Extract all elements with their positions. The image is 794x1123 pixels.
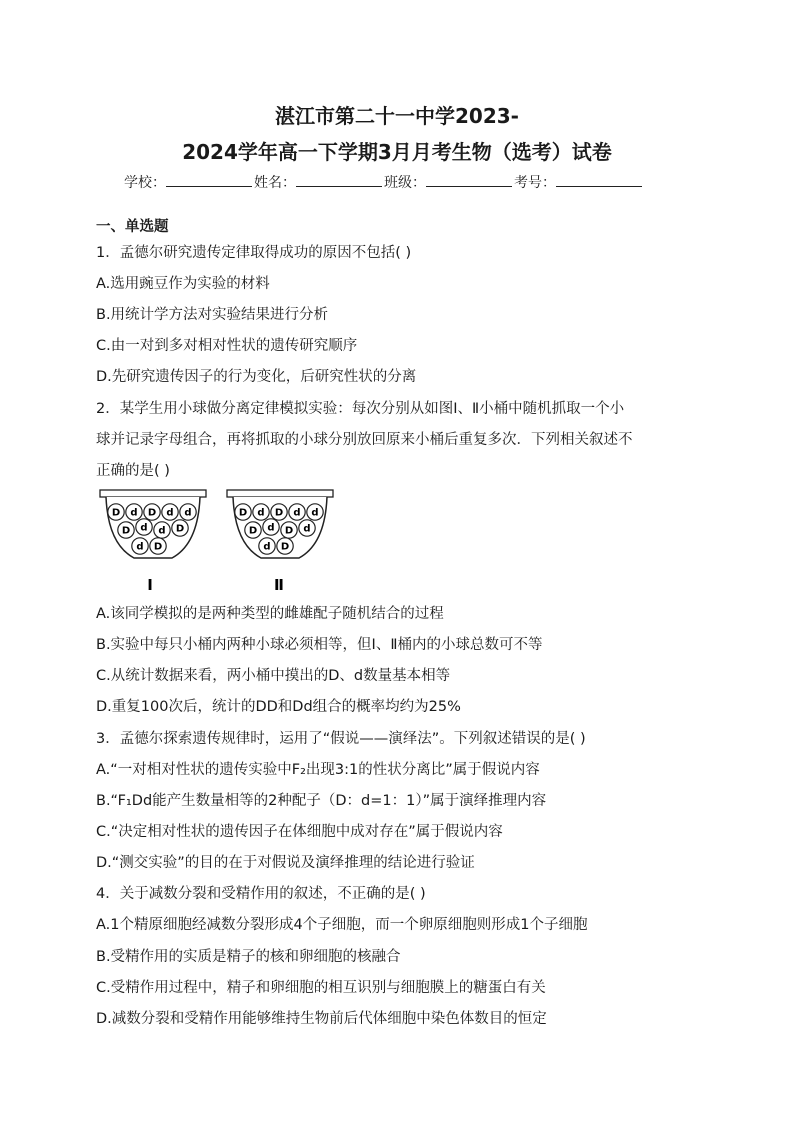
q3-stem: 3．孟德尔探索遗传规律时，运用了“假说——演绎法”。下列叙述错误的是( ) <box>96 731 586 747</box>
bucket-2 <box>227 490 333 558</box>
q4-stem: 4．关于减数分裂和受精作用的叙述，不正确的是( ) <box>96 886 426 902</box>
q2-stem-line-3: 正确的是( ) <box>96 463 170 479</box>
ball-bucket1-6 <box>118 522 134 538</box>
ball-letter: d <box>158 525 166 537</box>
q3-option-a: A.“一对相对性状的遗传实验中F₂出现3:1的性状分离比”属于假说内容 <box>96 762 540 778</box>
q3-option-c: C.“决定相对性状的遗传因子在体细胞中成对存在”属于假说内容 <box>96 824 503 840</box>
q3-option-b: B.“F₁Dd能产生数量相等的2种配子（D：d=1：1）”属于演绎推理内容 <box>96 793 547 809</box>
ball-letter: D <box>274 507 284 519</box>
q2-option-b: B.实验中每只小桶内两种小球必须相等，但Ⅰ、Ⅱ桶内的小球总数可不等 <box>96 637 543 653</box>
ball-bucket2-10 <box>259 538 275 554</box>
school-blank[interactable] <box>166 172 252 187</box>
ball-bucket2-3 <box>271 504 287 520</box>
q1-option-c: C.由一对到多对相对性状的遗传研究顺序 <box>96 338 358 354</box>
ball-bucket2-5 <box>307 504 323 520</box>
q2-option-d: D.重复100次后，统计的DD和Dd组合的概率均约为25% <box>96 699 461 715</box>
ball-letter: D <box>111 507 121 519</box>
ball-letter: d <box>166 507 174 519</box>
ball-letter: d <box>263 541 271 553</box>
student-info-row <box>124 172 644 192</box>
ball-letter: D <box>175 523 185 535</box>
q1-option-b: B.用统计学方法对实验结果进行分析 <box>96 307 329 323</box>
ball-bucket1-2 <box>126 504 142 520</box>
ball-letter: d <box>303 523 311 535</box>
class-label: 班级： <box>384 175 426 191</box>
ball-letter: d <box>136 541 144 553</box>
ball-bucket2-8 <box>281 522 297 538</box>
ball-bucket2-11 <box>277 538 293 554</box>
ball-bucket1-1 <box>108 504 124 520</box>
ball-bucket2-9 <box>299 520 315 536</box>
ball-letter: D <box>280 541 290 553</box>
bucket-2-label: Ⅱ <box>274 576 284 594</box>
section-heading: 一、单选题 <box>96 219 169 235</box>
school-label: 学校： <box>124 175 166 191</box>
ball-letter: D <box>248 525 258 537</box>
exam-title-line-1: 湛江市第二十一中学2023- <box>275 104 519 128</box>
exam-number-blank[interactable] <box>556 172 642 187</box>
ball-bucket2-1 <box>235 504 251 520</box>
q1-stem: 1．孟德尔研究遗传定律取得成功的原因不包括( ) <box>96 245 412 261</box>
exam-title-line-2: 2024学年高一下学期3月月考生物（选考）试卷 <box>182 140 612 164</box>
ball-bucket1-10 <box>132 538 148 554</box>
bucket-1-label: Ⅰ <box>147 576 153 594</box>
q3-option-d: D.“测交实验”的目的在于对假说及演绎推理的结论进行验证 <box>96 855 475 871</box>
ball-letter: D <box>153 541 163 553</box>
q2-stem-line-2: 球并记录字母组合，再将抓取的小球分别放回原来小桶后重复多次．下列相关叙述不 <box>96 432 633 448</box>
q4-option-b: B.受精作用的实质是精子的核和卵细胞的核融合 <box>96 949 401 965</box>
class-blank[interactable] <box>426 172 512 187</box>
ball-bucket1-4 <box>162 504 178 520</box>
ball-bucket2-4 <box>289 504 305 520</box>
ball-bucket2-2 <box>253 504 269 520</box>
name-label: 姓名： <box>254 175 296 191</box>
bucket-1 <box>100 490 206 558</box>
ball-bucket1-8 <box>154 522 170 538</box>
q2-stem-line-1: 2．某学生用小球做分离定律模拟实验：每次分别从如图Ⅰ、Ⅱ小桶中随机抓取一个小 <box>96 401 625 417</box>
exam-number-label: 考号： <box>514 175 556 191</box>
ball-letter: d <box>267 522 275 534</box>
name-blank[interactable] <box>296 172 382 187</box>
ball-letter: D <box>147 507 157 519</box>
ball-letter: d <box>130 507 138 519</box>
ball-bucket2-6 <box>245 522 261 538</box>
q1-option-d: D.先研究遗传因子的行为变化，后研究性状的分离 <box>96 369 417 385</box>
ball-letter: d <box>257 507 265 519</box>
ball-bucket1-9 <box>172 520 188 536</box>
q4-option-d: D.减数分裂和受精作用能够维持生物前后代体细胞中染色体数目的恒定 <box>96 1011 547 1027</box>
ball-letter: d <box>293 507 301 519</box>
ball-letter: d <box>184 507 192 519</box>
ball-letter: d <box>140 522 148 534</box>
ball-bucket1-11 <box>150 538 166 554</box>
q4-option-a: A.1个精原细胞经减数分裂形成4个子细胞，而一个卵原细胞则形成1个子细胞 <box>96 917 588 933</box>
ball-bucket1-7 <box>136 519 152 535</box>
q1-option-a: A.选用豌豆作为实验的材料 <box>96 276 270 292</box>
ball-letter: D <box>238 507 248 519</box>
ball-bucket1-3 <box>144 504 160 520</box>
ball-letter: d <box>311 507 319 519</box>
q2-option-c: C.从统计数据来看，两小桶中摸出的D、d数量基本相等 <box>96 668 451 684</box>
ball-letter: D <box>284 525 294 537</box>
bucket-figure <box>96 486 341 602</box>
q4-option-c: C.受精作用过程中，精子和卵细胞的相互识别与细胞膜上的糖蛋白有关 <box>96 980 546 996</box>
ball-letter: D <box>121 525 131 537</box>
ball-bucket1-5 <box>180 504 196 520</box>
ball-bucket2-7 <box>263 519 279 535</box>
q2-option-a: A.该同学模拟的是两种类型的雌雄配子随机结合的过程 <box>96 606 444 622</box>
